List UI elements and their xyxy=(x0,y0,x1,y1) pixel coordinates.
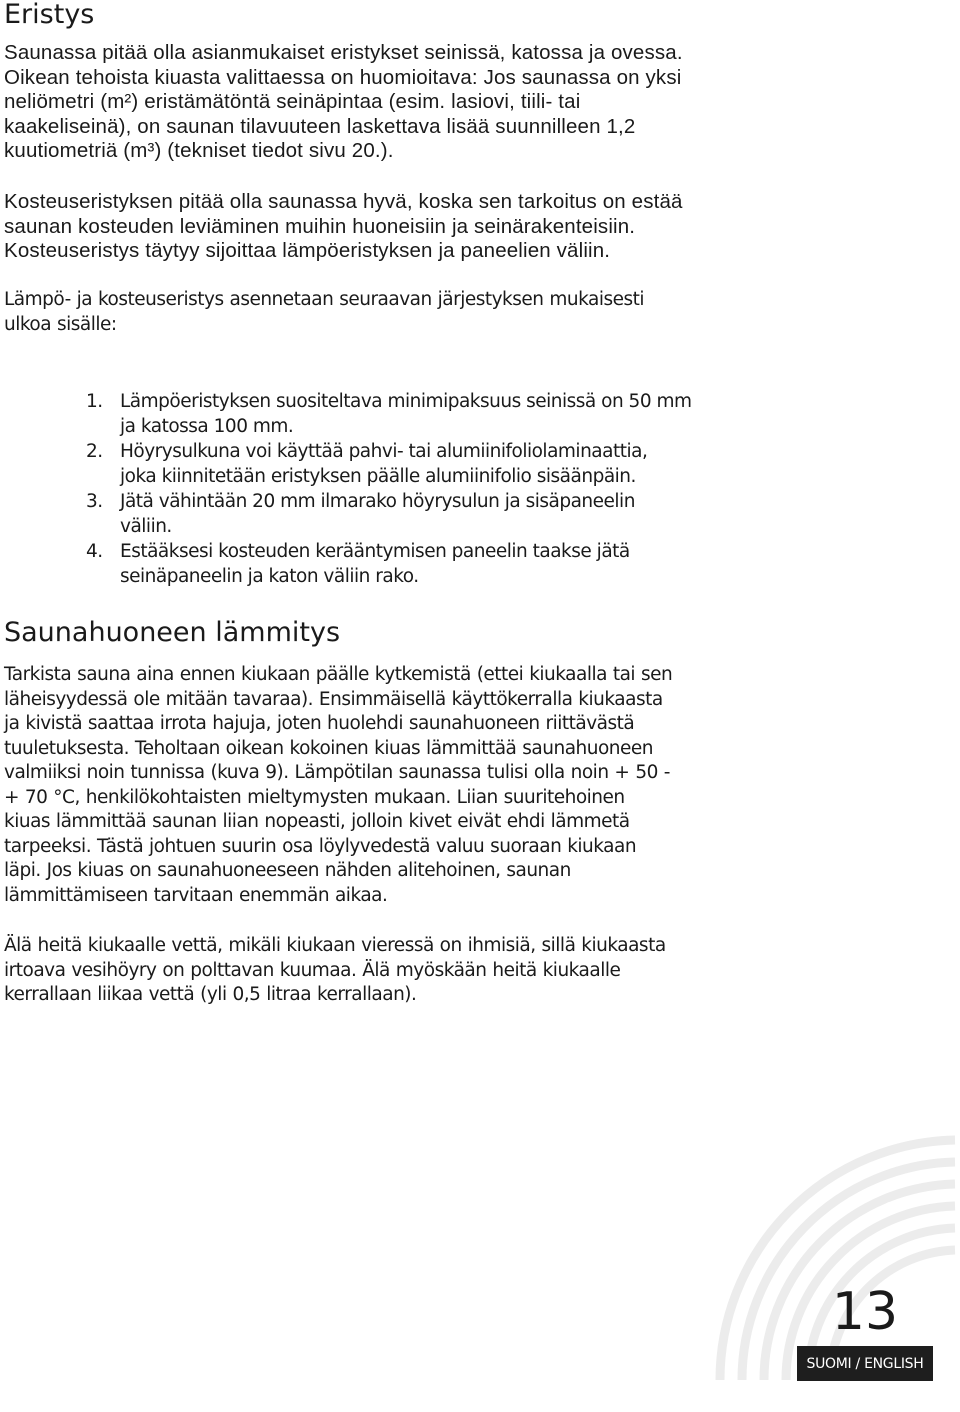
paragraph-installation-order: Lämpö- ja kosteuseristys asennetaan seuraavan järjestyksen mukaisesti ulkoa sisälle: xyxy=(4,289,645,335)
list-item: 1. Lämpöeristyksen suositeltava minimipaksuus seinissä on 50 mm ja katossa 100 mm. xyxy=(86,391,692,437)
page-number: 13 xyxy=(831,1282,899,1342)
list-item: 3. Jätä vähintään 20 mm ilmarako höyrysulun ja sisäpaneelin väliin. xyxy=(86,491,635,537)
paragraph-heating-instructions: Tarkista sauna aina ennen kiukaan päälle kytkemistä (ettei kiukaalla tai sen läheisyydessä ole mitään tavaraa). Ensimmäisellä käyttökerralla kiukaasta ja kivistä saattaa irrota hajuja, joten huolehdi saunahuoneen riittävästä tuuletuksesta. Teholtaan oikean kokoinen kiuas lämmittää saunahuoneen valmiiksi noin tunnissa (kuva 9). Lämpötilan saunassa tulisi olla noin + 50 - + 70 °C, henkilökohtaisten mieltymysten mukaan. Liian suuritehoinen kiuas lämmittää saunan liian nopeasti, jolloin kivet eivät ehdi lämmetä tarpeeksi. Tästä johtuen suurin osa löylyvedestä valuu suoraan kiukaan läpi. Jos kiuas on saunahuoneeseen nähden alitehoinen, saunan lämmittämiseen tarvitaan enemmän aikaa. xyxy=(4,664,673,906)
list-item: 2. Höyrysulkuna voi käyttää pahvi- tai alumiinifoliolaminaattia, joka kiinnitetään eristyksen päälle alumiinifolio sisäänpäin. xyxy=(86,441,648,487)
heading-saunahuoneen-lammitys: Saunahuoneen lämmitys xyxy=(4,617,341,648)
paragraph-water-warning: Älä heitä kiukaalle vettä, mikäli kiukaan vieressä on ihmisiä, sillä kiukaasta irtoava vesihöyry on polttavan kuumaa. Älä myöskään heitä kiukaalle kerrallaan liikaa vettä (yli 0,5 litraa kerrallaan). xyxy=(4,935,666,1005)
heading-eristys: Eristys xyxy=(4,0,95,30)
paragraph-moisture-barrier: Kosteuseristyksen pitää olla saunassa hyvä, koska sen tarkoitus on estää saunan kosteuden leviäminen muihin huoneisiin ja seinärakenteisiin. Kosteuseristys täytyy sijoittaa lämpöeristyksen ja paneelien väliin. xyxy=(4,190,683,262)
paragraph-insulation-intro: Saunassa pitää olla asianmukaiset eristykset seinissä, katossa ja ovessa. Oikean tehoista kiuasta valittaessa on huomioitava: Jos saunassa on yksi neliömetri (m²) eristämätöntä seinäpintaa (esim. lasiovi, tiili- tai kaakeliseinä), on saunan tilavuuteen laskettava lisää suunnilleen 1,2 kuutiometriä (m³) (tekniset tiedot sivu 20.). xyxy=(4,41,683,162)
language-badge: SUOMI / ENGLISH xyxy=(797,1346,933,1381)
installation-steps-list xyxy=(86,390,820,590)
list-item: 4. Estääksesi kosteuden kerääntymisen paneelin taakse jätä seinäpaneelin ja katon väliin rako. xyxy=(86,541,630,587)
